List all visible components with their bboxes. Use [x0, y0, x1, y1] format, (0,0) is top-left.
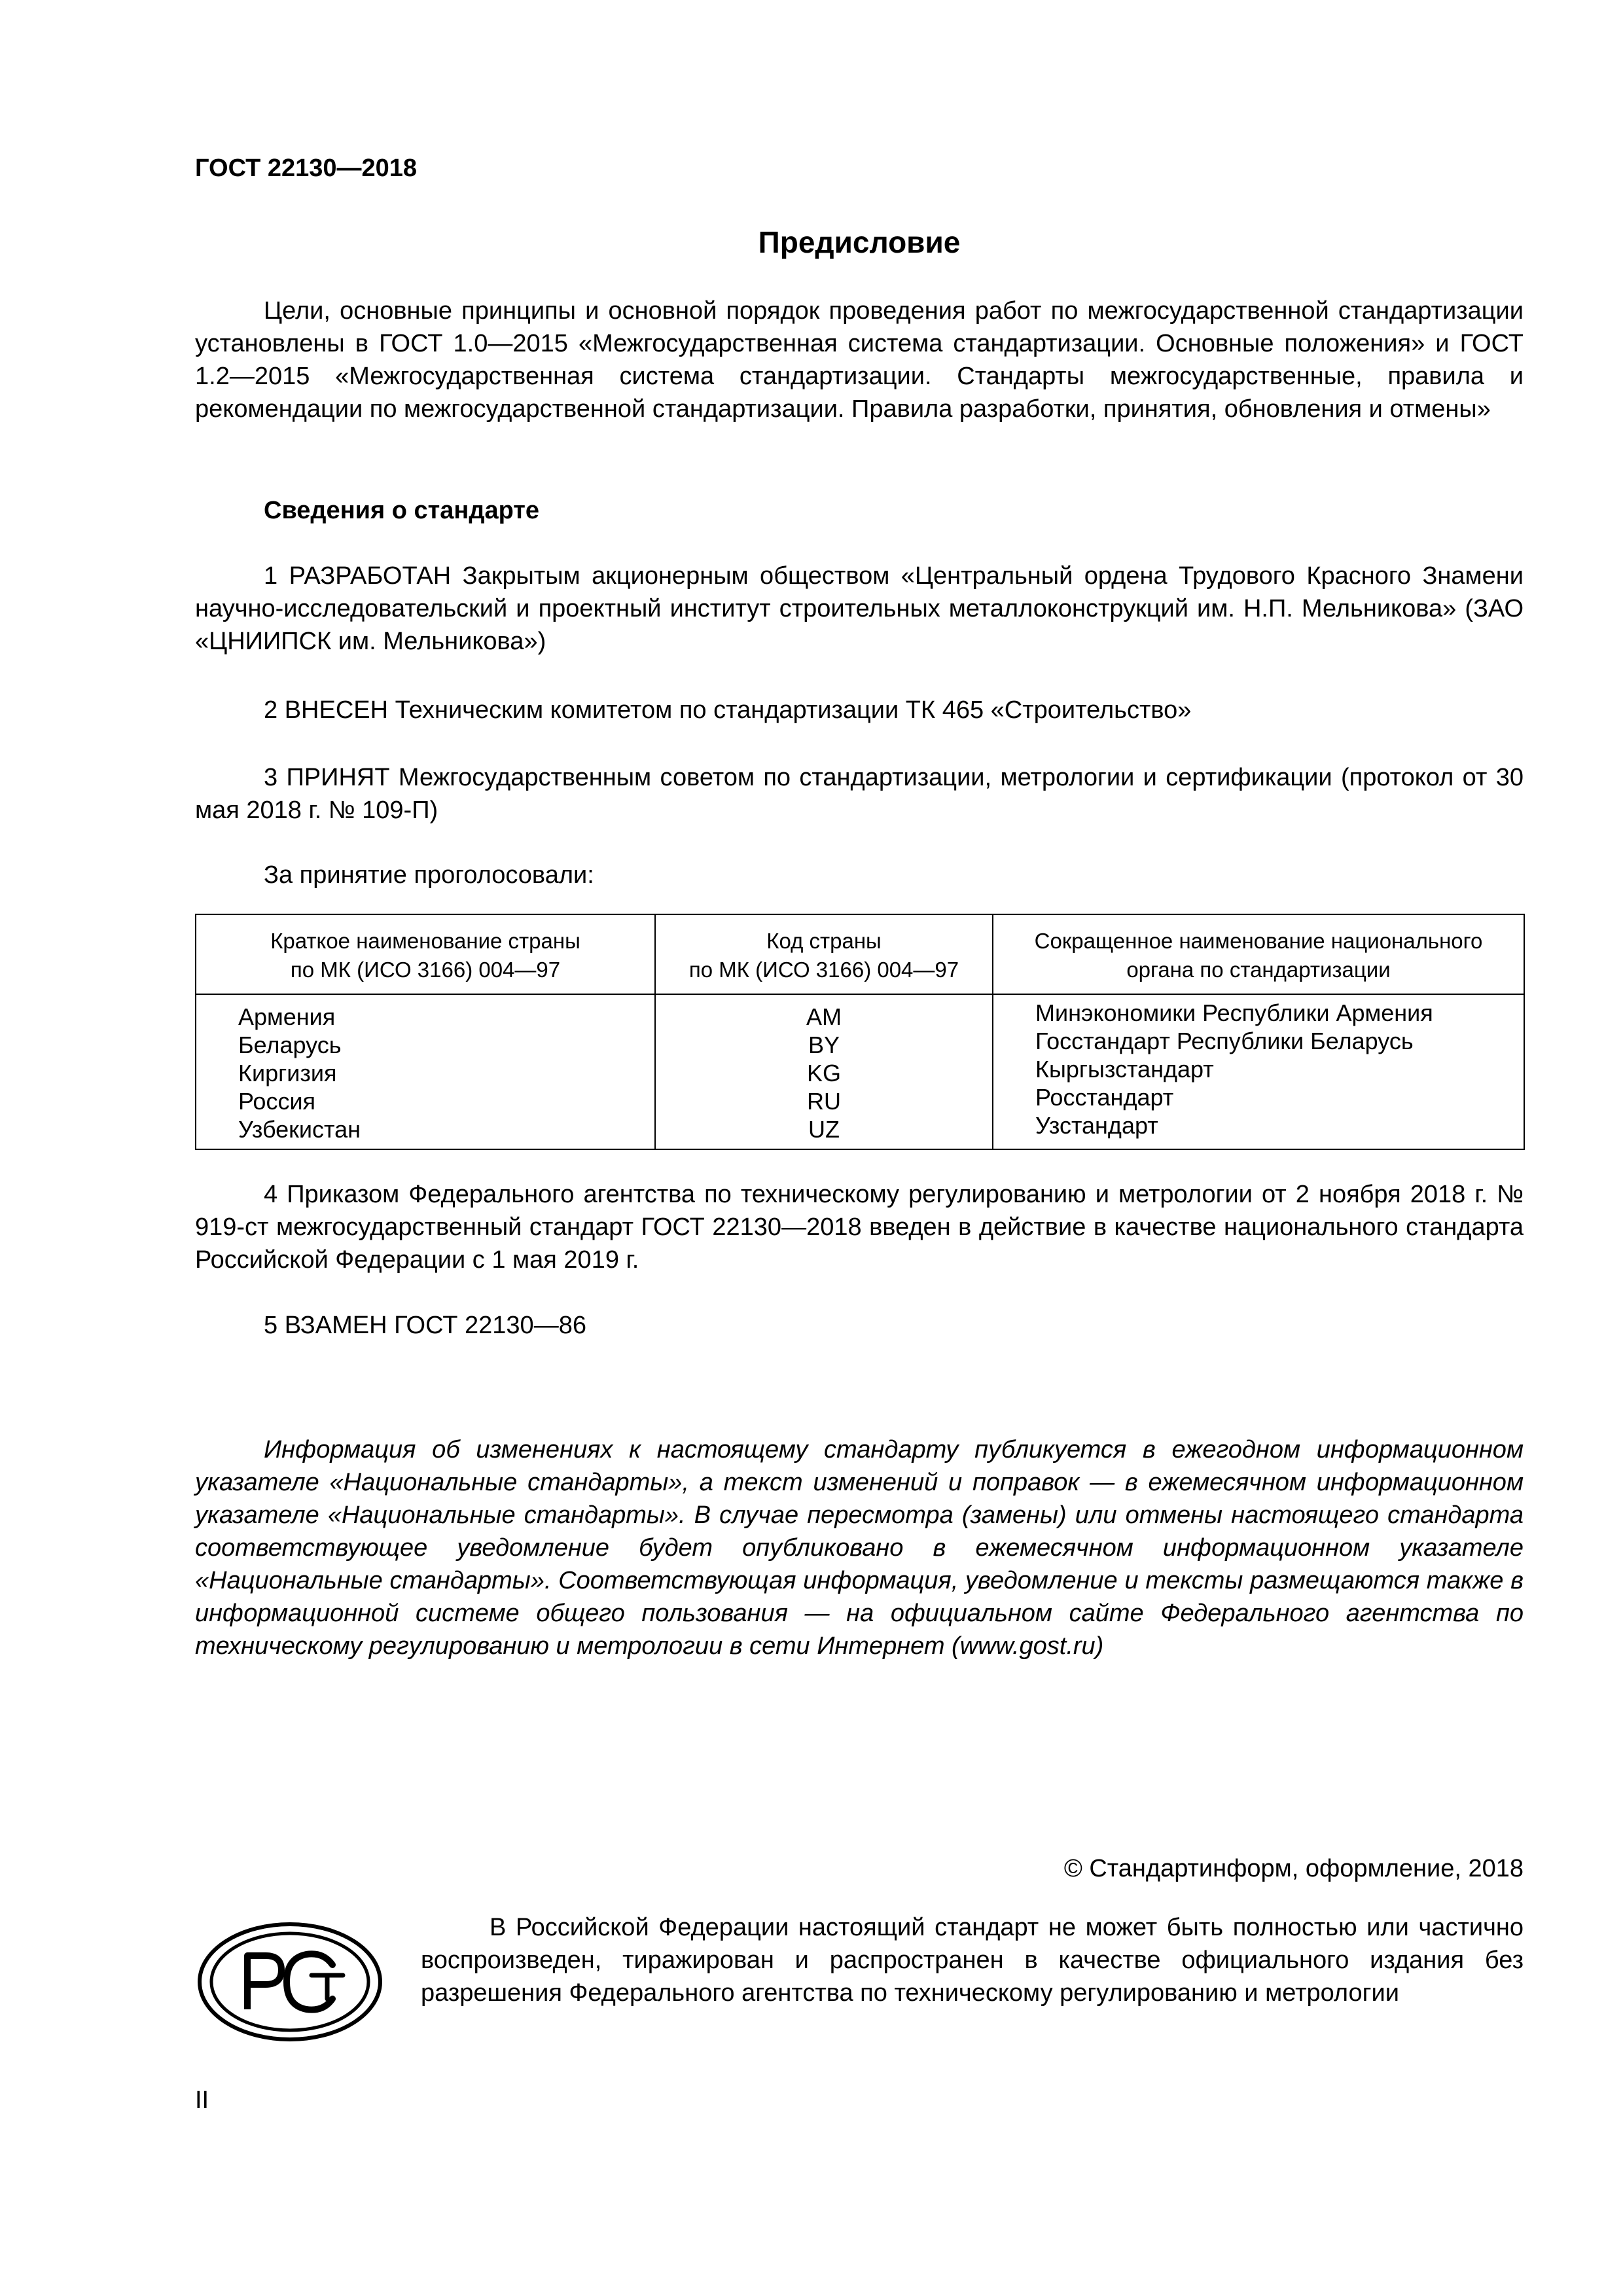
header-country-name: Краткое наименование страны по МК (ИСО 3166) 004—97	[196, 914, 655, 994]
page-number: II	[195, 2087, 209, 2114]
country-codes-cell	[655, 994, 993, 1149]
document-page	[195, 0, 1524, 2296]
table-header-row	[196, 914, 1524, 994]
country-code: AM	[806, 1003, 842, 1030]
country-code: UZ	[808, 1116, 840, 1143]
header-country-code: Код страны по МК (ИСО 3166) 004—97	[655, 914, 993, 994]
rights-paragraph: В Российской Федерации настоящий стандарт не может быть полностью или частично воспроизведен, тиражирован и распространен в качестве официального издания без разрешения Федерального агентства по техническому регулированию и метрологии	[421, 1914, 1524, 2007]
country-name: Армения	[238, 1003, 336, 1030]
page-title: Предисловие	[758, 225, 961, 259]
country-name: Киргизия	[238, 1060, 337, 1086]
standards-bodies-cell	[993, 994, 1524, 1149]
header-standards-body: Сокращенное наименование национального органа по стандартизации	[993, 914, 1524, 994]
info-heading: Сведения о стандарте	[264, 497, 540, 524]
country-code: BY	[808, 1031, 840, 1058]
standards-body: Госстандарт Республики Беларусь	[1035, 1028, 1414, 1054]
table-body-row	[196, 994, 1524, 1149]
item-2-paragraph: 2 ВНЕСЕН Техническим комитетом по стандартизации ТК 465 «Строительство»	[264, 696, 1192, 724]
voted-label: За принятие проголосовали:	[264, 861, 594, 889]
item-4-paragraph: 4 Приказом Федерального агентства по техническому регулированию и метрологии от 2 ноября 2018 г. № 919-ст межгосударственный стандарт ГОСТ 22130—2018 введен в действие в качестве национального стандарта Российской Федерации с 1 мая 2019 г.	[195, 1181, 1524, 1274]
document-code: ГОСТ 22130—2018	[195, 154, 418, 182]
gost-r-logo-icon	[195, 1918, 385, 2046]
country-code: RU	[807, 1088, 841, 1115]
country-names-cell	[196, 994, 655, 1149]
country-name: Россия	[238, 1088, 316, 1115]
item-5-paragraph: 5 ВЗАМЕН ГОСТ 22130—86	[264, 1312, 586, 1339]
copyright-line: © Стандартинформ, оформление, 2018	[1063, 1855, 1524, 1882]
standards-body: Узстандарт	[1035, 1112, 1158, 1139]
item-1-paragraph: 1 РАЗРАБОТАН Закрытым акционерным обществом «Центральный ордена Трудового Красного Знамени научно-исследовательский и проектный институт строительных металлоконструкций им. Н.П. Мельникова» (ЗАО «ЦНИИПСК им. Мельникова»)	[195, 562, 1524, 655]
standards-body: Кыргызстандарт	[1035, 1056, 1214, 1083]
item-3-paragraph: 3 ПРИНЯТ Межгосударственным советом по стандартизации, метрологии и сертификации (протокол от 30 мая 2018 г. № 109-П)	[195, 764, 1524, 824]
voting-table	[195, 914, 1525, 1150]
standards-body: Росстандарт	[1035, 1084, 1174, 1111]
intro-paragraph: Цели, основные принципы и основной порядок проведения работ по межгосударственной стандартизации установлены в ГОСТ 1.0—2015 «Межгосударственная система стандартизации. Основные положения» и ГОСТ 1.2—2015 «Межгосударственная система стандартизации. Стандарты межгосударственные, правила и рекомендации по межгосударственной стандартизации. Правила разработки, принятия, обновления и отмены»	[195, 297, 1524, 423]
standards-body: Минэкономики Республики Армения	[1035, 999, 1433, 1026]
country-name: Беларусь	[238, 1031, 342, 1058]
notice-paragraph: Информация об изменениях к настоящему стандарту публикуется в ежегодном информационном указателе «Национальные стандарты», а текст изменений и поправок — в ежемесячном информационном указателе «Национальные стандарты». В случае пересмотра (замены) или отмены настоящего стандарта соответствующее уведомление будет опубликовано в ежемесячном информационном указателе «Национальные стандарты». Соответствующая информация, уведомление и тексты размещаются также в информационной системе общего пользования — на официальном сайте Федерального агентства по техническому регулированию и метрологии в сети Интернет (www.gost.ru)	[195, 1436, 1524, 1660]
country-code: KG	[806, 1060, 841, 1086]
country-name: Узбекистан	[238, 1116, 361, 1143]
